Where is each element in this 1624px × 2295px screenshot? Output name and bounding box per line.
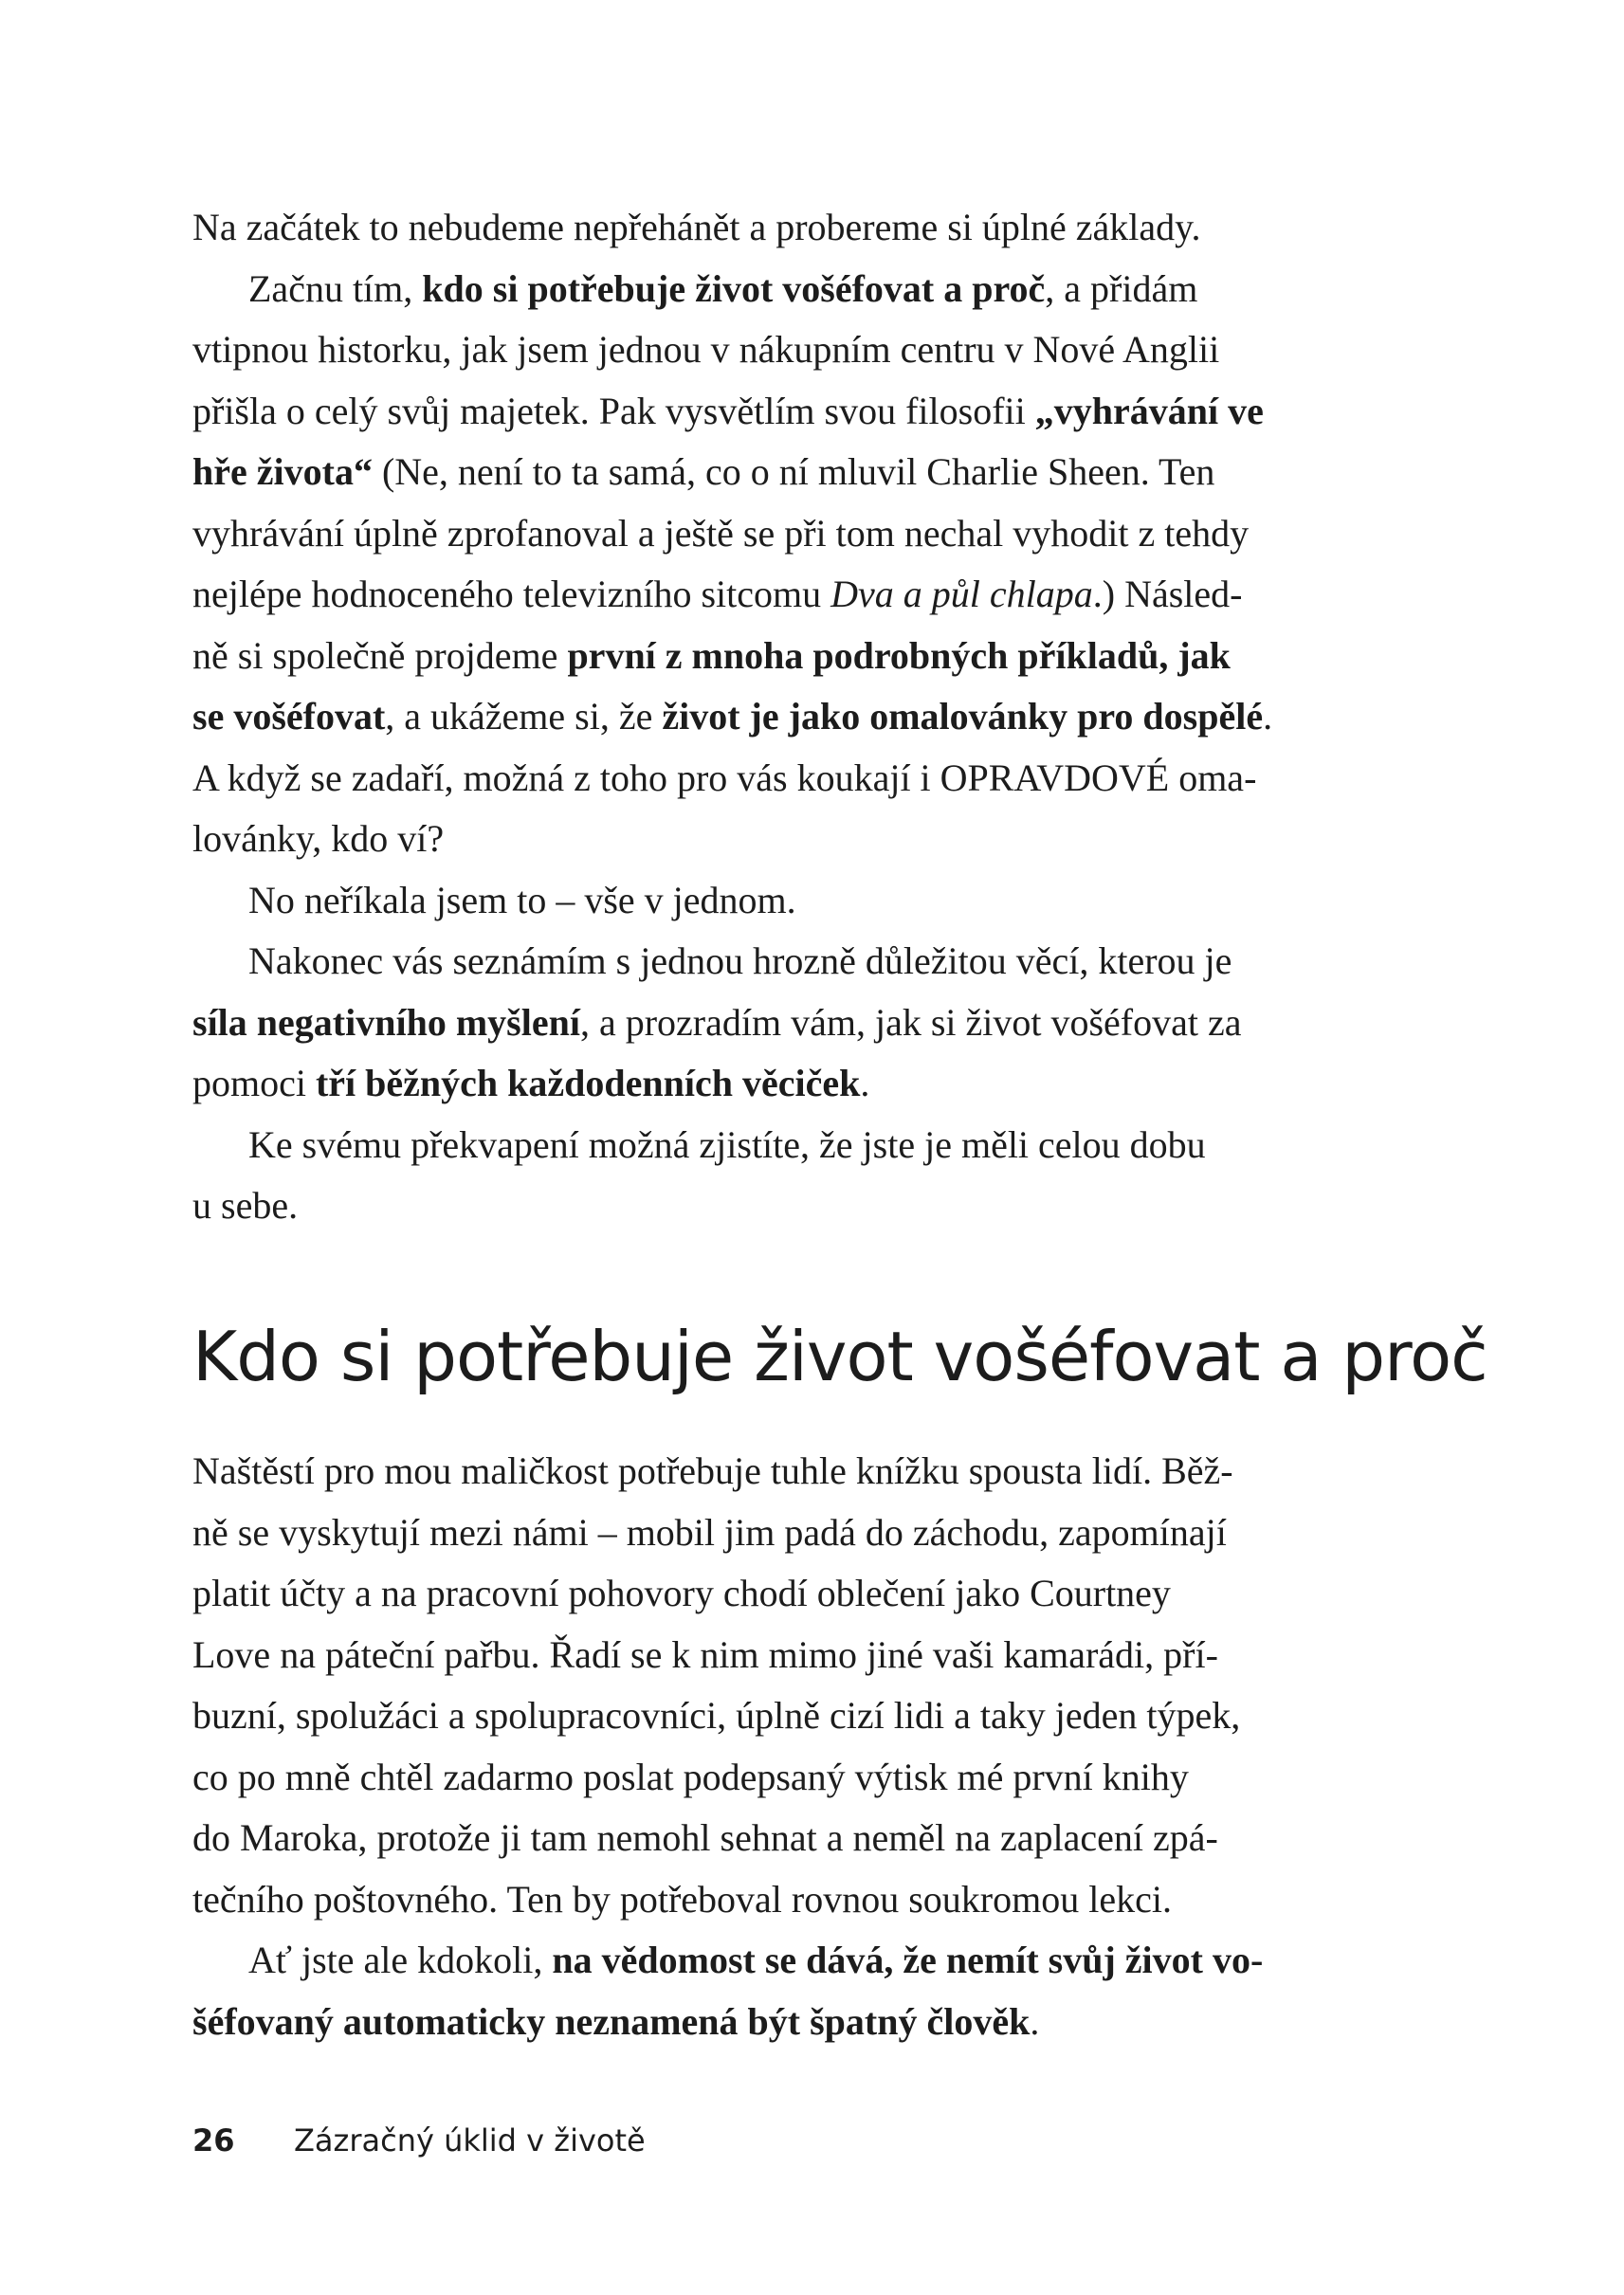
- paragraph-line: nejlépe hodnoceného televizního sitcomu Dva a půl chlapa.) Násled-: [192, 573, 1243, 615]
- paragraph-line: lovánky, kdo ví?: [192, 817, 445, 860]
- running-footer-title: Zázračný úklid v životě: [294, 2122, 646, 2158]
- paragraph-line: hře života“ (Ne, není to ta samá, co o ní mluvil Charlie Sheen. Ten: [192, 450, 1215, 493]
- paragraph-line: přišla o celý svůj majetek. Pak vysvětlím svou filosofii „vyhrávání ve: [192, 390, 1264, 432]
- paragraph-line: ně se vyskytují mezi námi – mobil jim padá do záchodu, zapomínají: [192, 1511, 1227, 1554]
- paragraph-line: do Maroka, protože ji tam nemohl sehnat a neměl na zaplacení zpá-: [192, 1816, 1218, 1859]
- paragraph-line: ně si společně projdeme první z mnoha podrobných příkladů, jak: [192, 634, 1231, 677]
- paragraph-line: pomoci tří běžných každodenních věciček.: [192, 1062, 870, 1104]
- paragraph-line: Začnu tím, kdo si potřebuje život vošéfovat a proč, a přidám: [248, 267, 1198, 310]
- paragraph-line: No neříkala jsem to – vše v jednom.: [248, 879, 796, 921]
- paragraph-line: tečního poštovného. Ten by potřeboval rovnou soukromou lekci.: [192, 1878, 1172, 1921]
- paragraph-line: síla negativního myšlení, a prozradím vám, jak si život vošéfovat za: [192, 1001, 1242, 1044]
- paragraph-line: Na začátek to nebudeme nepřehánět a probereme si úplné základy.: [192, 206, 1201, 248]
- paragraph-line: se vošéfovat, a ukážeme si, že život je jako omalovánky pro dospělé.: [192, 695, 1273, 738]
- paragraph-line: vtipnou historku, jak jsem jednou v nákupním centru v Nové Anglii: [192, 328, 1220, 371]
- paragraph-line: Nakonec vás seznámím s jednou hrozně důležitou věcí, kterou je: [248, 939, 1232, 982]
- paragraph-line: Ať jste ale kdokoli, na vědomost se dává, že nemít svůj život vo-: [248, 1939, 1264, 1981]
- paragraph-line: buzní, spolužáci a spolupracovníci, úplně cizí lidi a taky jeden týpek,: [192, 1694, 1241, 1737]
- paragraph-line: platit účty a na pracovní pohovory chodí oblečení jako Courtney: [192, 1572, 1171, 1614]
- paragraph-line: co po mně chtěl zadarmo poslat podepsaný výtisk mé první knihy: [192, 1756, 1189, 1798]
- paragraph-line: u sebe.: [192, 1184, 299, 1227]
- section-heading: Kdo si potřebuje život vošéfovat a proč: [192, 1317, 1487, 1396]
- paragraph-line: Naštěstí pro mou maličkost potřebuje tuhle knížku spousta lidí. Běž-: [192, 1449, 1233, 1492]
- paragraph-line: Ke svému překvapení možná zjistíte, že jste je měli celou dobu: [248, 1123, 1206, 1166]
- paragraph-line: šéfovaný automaticky neznamená být špatný člověk.: [192, 2000, 1040, 2043]
- paragraph-line: Love na páteční pařbu. Řadí se k nim mimo jiné vaši kamarádi, pří-: [192, 1633, 1218, 1676]
- paragraph-line: A když se zadaří, možná z toho pro vás koukají i OPRAVDOVÉ oma-: [192, 756, 1257, 799]
- paragraph-line: vyhrávání úplně zprofanoval a ještě se při tom nechal vyhodit z tehdy: [192, 512, 1250, 555]
- page-number: 26: [192, 2122, 235, 2158]
